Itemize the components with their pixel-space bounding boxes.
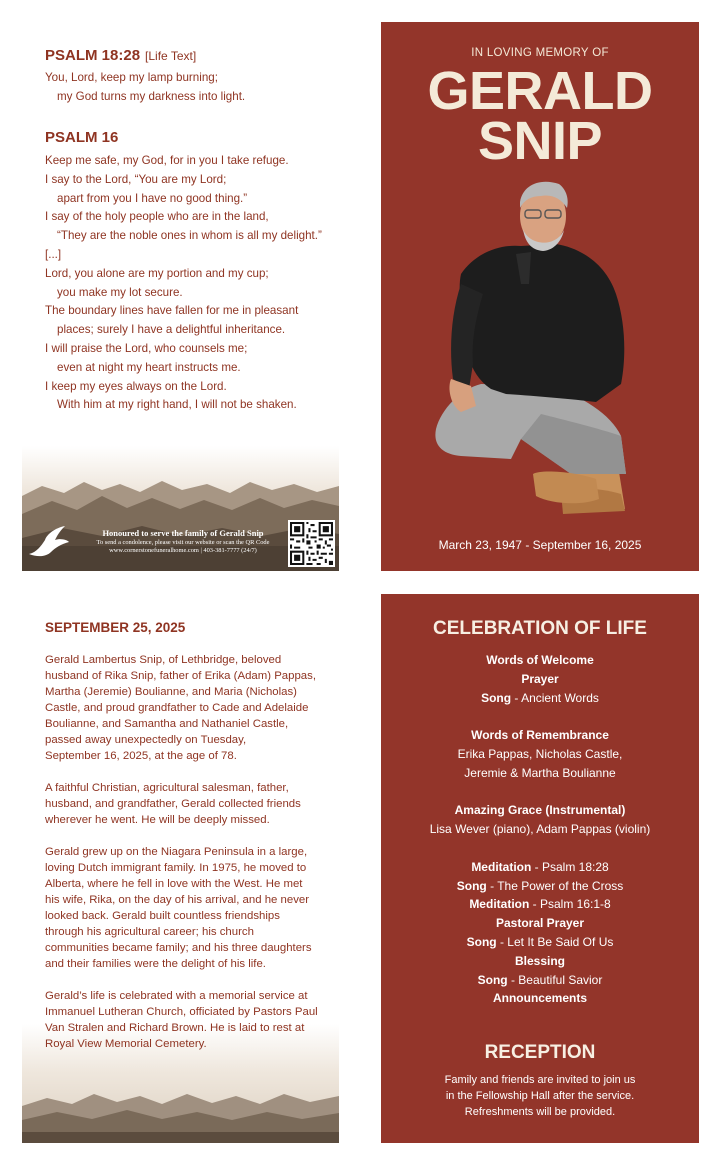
funeral-home-notice <box>78 528 288 555</box>
obituary-line: Royal View Memorial Cemetery. <box>45 1038 207 1050</box>
obituary-text <box>45 652 335 1068</box>
portrait-photo <box>421 174 666 524</box>
program-item <box>381 877 699 896</box>
obituary-paragraph <box>45 652 335 764</box>
psalm-16-verse <box>45 152 337 415</box>
obituary-line: husband of Rika Snip, father of Erika (Adam) Pappas, <box>45 670 316 682</box>
program-item-detail: - Ancient Words <box>511 690 599 705</box>
verse-line: I say to the Lord, “You are my Lord; <box>45 172 227 186</box>
obituary-line: Van Stralen and Richard Brown. He is laid to rest at <box>45 1022 305 1034</box>
reception-text <box>381 1072 699 1120</box>
obituary-line: his wife, Rika, on the day of his arrival, and he never <box>45 894 310 906</box>
program-item-label: Meditation <box>471 859 532 874</box>
program-spacer <box>381 839 699 858</box>
program-spacer <box>381 707 699 726</box>
obituary-date: SEPTEMBER 25, 2025 <box>45 620 186 635</box>
obituary-line: passed away unexpectedly on Tuesday, <box>45 734 247 746</box>
program-item-label: Amazing Grace (Instrumental) <box>454 803 626 818</box>
program-item-label: Pastoral Prayer <box>495 916 585 931</box>
program-item-detail: Lisa Wever (piano), Adam Pappas (violin) <box>429 822 651 837</box>
program-item-label: Song <box>456 878 487 893</box>
obituary-panel <box>22 594 339 1143</box>
verse-line: With him at my right hand, I will not be shaken. <box>57 398 297 412</box>
qr-code-icon <box>290 522 333 565</box>
obituary-line: A faithful Christian, agricultural salesman, father, <box>45 782 289 794</box>
program-item-detail: - Psalm 16:1-8 <box>529 897 611 912</box>
program-item-label: Song <box>477 972 508 987</box>
verse-line: apart from you I have no good thing.” <box>57 191 248 205</box>
cover-panel <box>381 22 699 571</box>
last-name: SNIP <box>477 111 603 171</box>
verse-line: [...] <box>45 247 62 261</box>
psalm-16-title: PSALM 16 <box>45 129 119 146</box>
verse-line: places; surely I have a delightful inheritance. <box>57 323 286 337</box>
program-item-label: Prayer <box>521 671 559 686</box>
obituary-line: communities became family; and his three daughters <box>45 942 312 954</box>
program-item <box>381 989 699 1008</box>
program-panel <box>381 594 699 1143</box>
program-item-label: Meditation <box>469 897 530 912</box>
program-item-label: Words of Welcome <box>486 653 594 667</box>
program-item-label: Blessing <box>514 953 565 968</box>
dove-icon <box>25 524 71 562</box>
obituary-line: September 16, 2025, at the age of 78. <box>45 750 237 762</box>
first-name: GERALD <box>427 61 653 121</box>
program-item-label: Song <box>481 690 512 705</box>
psalm-18-heading <box>45 47 196 64</box>
obituary-line: loving Dutch immigrant family. In 1975, he moved to <box>45 862 307 874</box>
celebration-title: CELEBRATION OF LIFE <box>433 618 647 639</box>
obituary-line: Boulianne, and Samantha and Nathaniel Castle, <box>45 718 289 730</box>
reception-line: in the Fellowship Hall after the service. <box>445 1090 635 1102</box>
obituary-line: Gerald Lambertus Snip, of Lethbridge, beloved <box>45 654 282 666</box>
program-item-detail: - The Power of the Cross <box>486 878 624 893</box>
verse-line: I will praise the Lord, who counsels me; <box>45 341 248 355</box>
program-item <box>381 801 699 820</box>
psalms-panel <box>22 22 339 571</box>
program-item <box>381 689 699 708</box>
condolence-line: To send a condolence, please visit our website or scan the QR Code <box>96 539 270 546</box>
verse-line: I say of the holy people who are in the land, <box>45 210 269 224</box>
life-text-tag: [Life Text] <box>145 49 197 63</box>
program-item <box>381 933 699 952</box>
verse-line: You, Lord, keep my lamp burning; <box>45 71 218 84</box>
obituary-line: Castle, and proud grandfather to Cade and Adelaide <box>45 702 309 714</box>
program-item <box>381 952 699 971</box>
verse-line: you make my lot secure. <box>57 285 183 299</box>
program-item-detail: - Psalm 18:28 <box>531 859 609 874</box>
life-dates: March 23, 1947 - September 16, 2025 <box>438 538 642 552</box>
mountain-footer <box>22 446 339 571</box>
contact-line[interactable]: www.cornerstonefuneralhome.com | 403-381-7777 (24/7) <box>109 547 257 554</box>
program-item-detail: Erika Pappas, Nicholas Castle, <box>457 746 623 761</box>
program-item <box>381 745 699 764</box>
obituary-line: wherever he went. He will be deeply missed. <box>45 814 270 826</box>
program-item <box>381 670 699 689</box>
program-item <box>381 858 699 877</box>
program-item-label: Song <box>466 934 497 949</box>
program-item <box>381 820 699 839</box>
verse-line: The boundary lines have fallen for me in pleasant <box>45 304 299 318</box>
verse-line: my God turns my darkness into light. <box>57 89 246 103</box>
obituary-paragraph <box>45 844 335 972</box>
verse-line: I keep my eyes always on the Lord. <box>45 379 227 393</box>
program-item <box>381 726 699 745</box>
reception-line: Family and friends are invited to join us <box>444 1074 636 1086</box>
reception-line: Refreshments will be provided. <box>464 1106 616 1118</box>
program-item-label: Words of Remembrance <box>471 728 609 743</box>
honour-line: Honoured to serve the family of Gerald Snip <box>102 528 264 538</box>
program-spacer <box>381 783 699 802</box>
psalm-18-verse <box>45 69 337 107</box>
obituary-line: Martha (Jeremie) Boulianne, and Maria (Nicholas) <box>45 686 297 698</box>
in-loving-memory-label: IN LOVING MEMORY OF <box>471 47 609 59</box>
verse-line: Keep me safe, my God, for in you I take refuge. <box>45 154 289 167</box>
obituary-paragraph <box>45 780 335 828</box>
program-item-label: Announcements <box>492 991 587 1006</box>
obituary-line: Gerald grew up on the Niagara Peninsula in a large, <box>45 846 308 858</box>
obituary-line: husband, and grandfather, Gerald collected friends <box>45 798 301 810</box>
verse-line: “They are the noble ones in whom is all my delight.” <box>57 229 322 243</box>
qr-code[interactable] <box>288 520 335 567</box>
obituary-paragraph <box>45 988 335 1052</box>
program-item-detail: - Let It Be Said Of Us <box>496 934 614 949</box>
psalm-18-title: PSALM 18:28 <box>45 47 141 64</box>
obituary-line: and their families were the delight of his life. <box>45 958 266 970</box>
verse-line: Lord, you alone are my portion and my cup; <box>45 266 269 280</box>
obituary-line: Alberta, where he fell in love with the West. He met <box>45 878 303 890</box>
obituary-line: through his agricultural career; his church <box>45 926 254 938</box>
program-item-detail: Jeremie & Martha Boulianne <box>464 765 616 780</box>
program-item <box>381 651 699 670</box>
obituary-line: Immanuel Lutheran Church, officiated by Pastors Paul <box>45 1006 318 1018</box>
program-item <box>381 764 699 783</box>
program-list <box>381 651 699 1008</box>
program-item-detail: - Beautiful Savior <box>507 972 603 987</box>
obituary-line: looked back. Gerald built countless friendships <box>45 910 280 922</box>
program-item <box>381 971 699 990</box>
obituary-line: Gerald’s life is celebrated with a memorial service at <box>45 990 308 1002</box>
reception-title: RECEPTION <box>484 1042 596 1063</box>
program-item <box>381 895 699 914</box>
verse-line: even at night my heart instructs me. <box>57 360 241 374</box>
program-item <box>381 914 699 933</box>
